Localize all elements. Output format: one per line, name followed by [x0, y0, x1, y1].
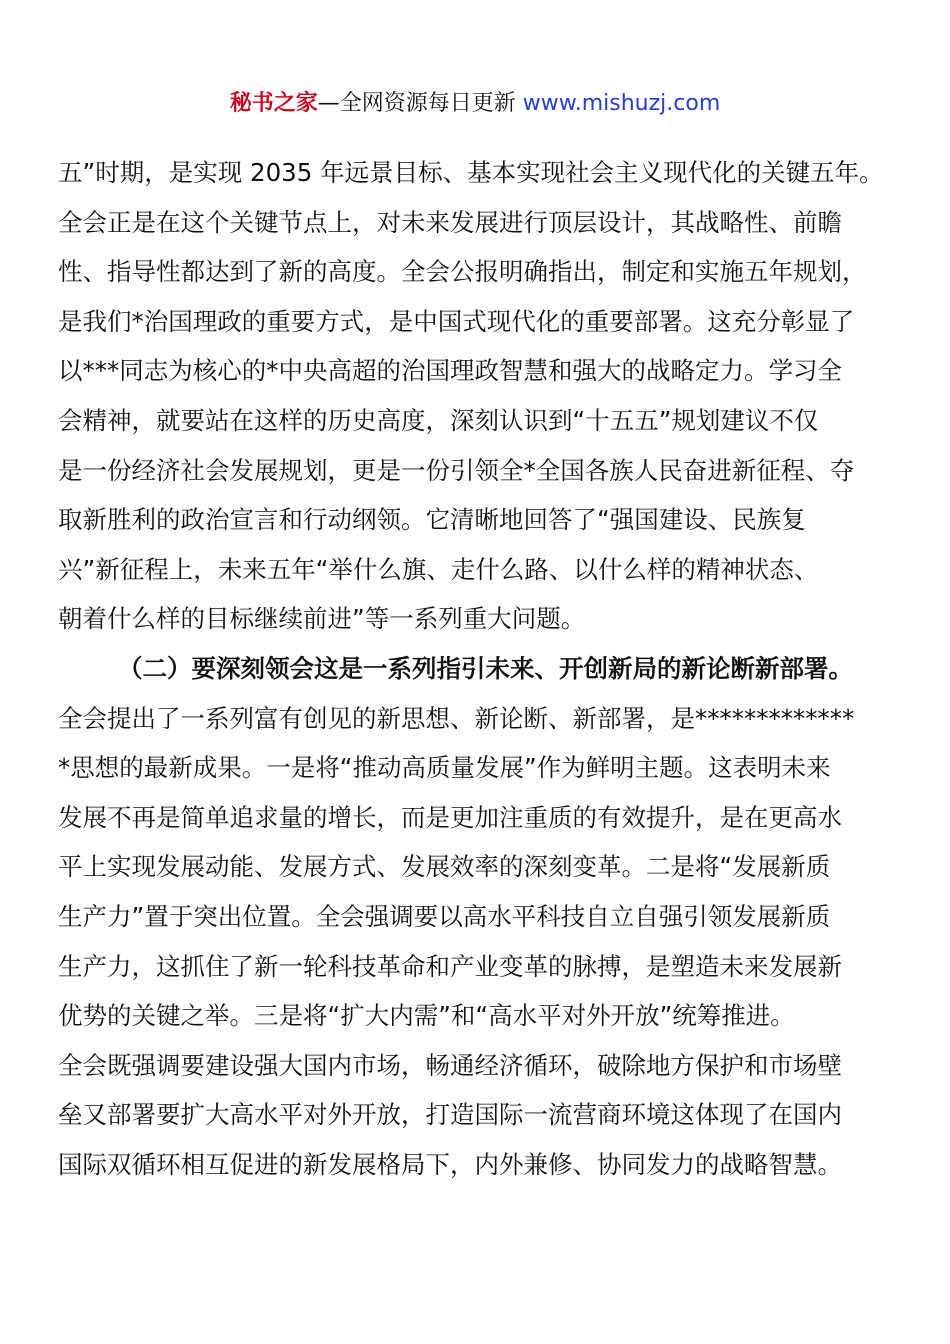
text-line: 发展不再是简单追求量的增长，而是更加注重质的有效提升，是在更高水: [58, 802, 842, 832]
page-header: [0, 88, 950, 120]
text-line: 是我们*治国理政的重要方式，是中国式现代化的重要部署。这充分彰显了: [58, 306, 855, 336]
header-slogan: 全网资源每日更新: [339, 91, 516, 116]
header-brand: 秘书之家: [229, 91, 318, 116]
paragraph-1: [58, 148, 898, 644]
text-line: *思想的最新成果。一是将“推动高质量发展”作为鲜明主题。这表明未来: [58, 753, 831, 783]
text-line: 会精神，就要站在这样的历史高度，深刻认识到“十五五”规划建议不仅: [58, 405, 819, 435]
text-line: 全会提出了一系列富有创见的新思想、新论断、新部署，是*************: [58, 703, 855, 733]
paragraph-2: [58, 694, 898, 1190]
text-line: 兴”新征程上，未来五年“举什么旗、走什么路、以什么样的精神状态、: [58, 554, 819, 584]
text-line: 性、指导性都达到了新的高度。全会公报明确指出，制定和实施五年规划，: [58, 257, 867, 287]
text-line: 以***同志为核心的*中央高超的治国理政智慧和强大的战略定力。学习全: [58, 356, 842, 386]
text-line: 全会正是在这个关键节点上，对未来发展进行顶层设计，其战略性、前瞻: [58, 207, 842, 237]
header-site-link[interactable]: www.mishuzj.com: [522, 91, 721, 116]
header-dash: —: [317, 91, 340, 116]
text-line: 生产力，这抓住了新一轮科技革命和产业变革的脉搏，是塑造未来发展新: [58, 951, 842, 981]
text-line: 取新胜利的政治宣言和行动纲领。它清晰地回答了“强国建设、民族复: [58, 505, 806, 535]
text-line: 平上实现发展动能、发展方式、发展效率的深刻变革。二是将“发展新质: [58, 852, 831, 882]
text-line: 国际双循环相互促进的新发展格局下，内外兼修、协同发力的战略智慧。: [58, 1149, 842, 1179]
text-line: 垒又部署要扩大高水平对外开放，打造国际一流营商环境这体现了在国内: [58, 1100, 842, 1130]
text-line: 优势的关键之举。三是将“扩大内需”和“高水平对外开放”统筹推进。: [58, 1001, 795, 1031]
document-body: [58, 148, 898, 1189]
section-2-heading: （二）要深刻领会这是一系列指引未来、开创新局的新论断新部署。: [118, 653, 853, 683]
text-line: 朝着什么样的目标继续前进”等一系列重大问题。: [58, 604, 586, 634]
text-line: 五”时期，是实现 2035 年远景目标、基本实现社会主义现代化的关键五年。: [58, 158, 884, 187]
text-line: 生产力”置于突出位置。全会强调要以高水平科技自立自强引领发展新质: [58, 901, 831, 931]
text-line: 全会既强调要建设强大国内市场，畅通经济循环，破除地方保护和市场壁: [58, 1050, 842, 1080]
text-line: 是一份经济社会发展规划，更是一份引领全*全国各族人民奋进新征程、夺: [58, 455, 855, 485]
